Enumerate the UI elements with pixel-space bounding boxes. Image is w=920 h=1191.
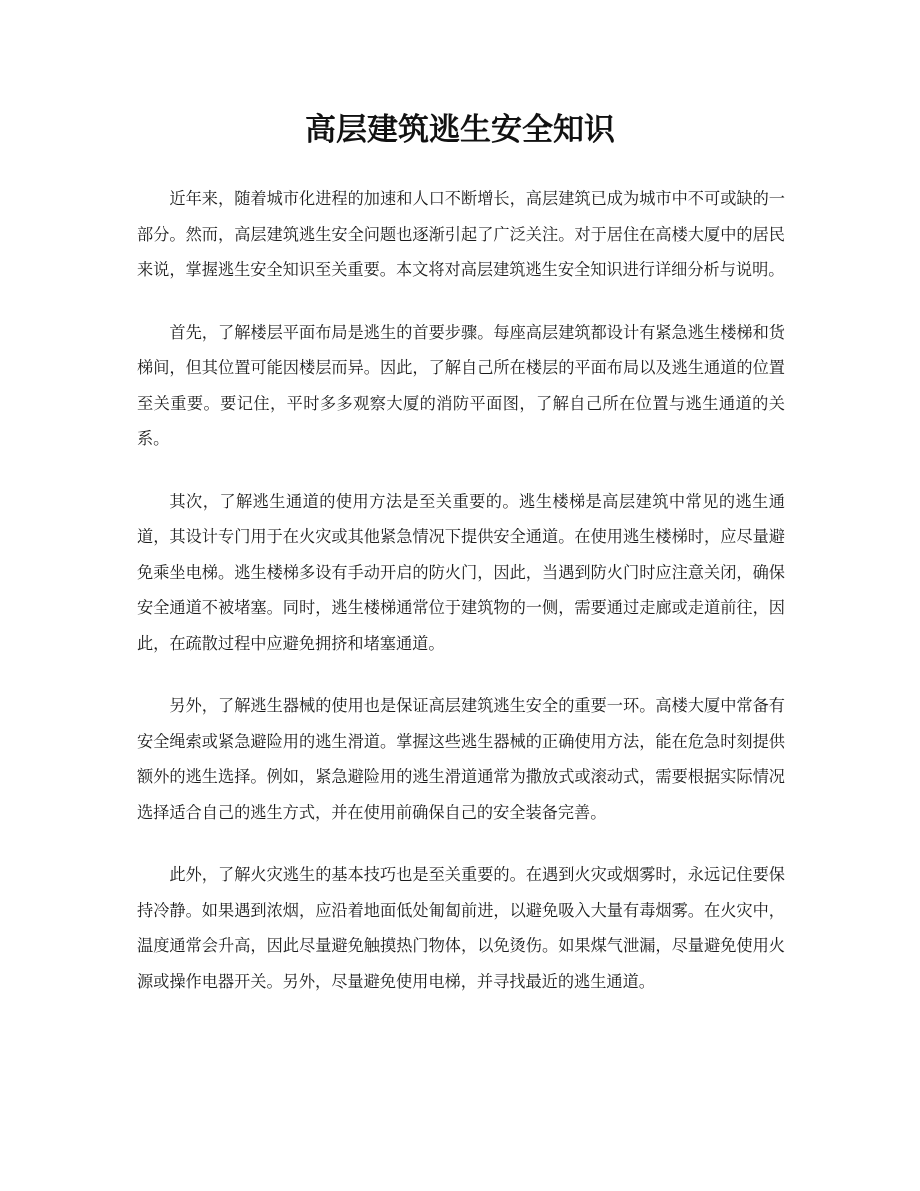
document-body [137,181,785,999]
document-title: 高层建筑逃生安全知识 [305,112,615,148]
paragraph-4: 另外，了解逃生器械的使用也是保证高层建筑逃生安全的重要一环。高楼大厦中常备有安全绳索或紧急避险用的逃生滑道。掌握这些逃生器械的正确使用方法，能在危急时刻提供额外的逃生选择。例如，紧急避险用的逃生滑道通常为撒放式或滚动式，需要根据实际情况选择适合自己的逃生方式，并在使用前确保自己的安全装备完善。 [137,696,785,822]
paragraph-3: 其次，了解逃生通道的使用方法是至关重要的。逃生楼梯是高层建筑中常见的逃生通道，其设计专门用于在火灾或其他紧急情况下提供安全通道。在使用逃生楼梯时，应尽量避免乘坐电梯。逃生楼梯多设有手动开启的防火门，因此，当遇到防火门时应注意关闭，确保安全通道不被堵塞。同时，逃生楼梯通常位于建筑物的一侧，需要通过走廊或走道前往，因此，在疏散过程中应避免拥挤和堵塞通道。 [137,491,785,653]
paragraph-1: 近年来，随着城市化进程的加速和人口不断增长，高层建筑已成为城市中不可或缺的一部分。然而，高层建筑逃生安全问题也逐渐引起了广泛关注。对于居住在高楼大厦中的居民来说，掌握逃生安全知识至关重要。本文将对高层建筑逃生安全知识进行详细分析与说明。 [137,189,785,279]
paragraph-5: 此外，了解火灾逃生的基本技巧也是至关重要的。在遇到火灾或烟雾时，永远记住要保持冷静。如果遇到浓烟，应沿着地面低处匍匐前进，以避免吸入大量有毒烟雾。在火灾中，温度通常会升高，因此尽量避免触摸热门物体，以免烫伤。如果煤气泄漏，尽量避免使用火源或操作电器开关。另外，尽量避免使用电梯，并寻找最近的逃生通道。 [137,865,785,991]
paragraph-2: 首先，了解楼层平面布局是逃生的首要步骤。每座高层建筑都设计有紧急逃生楼梯和货梯间，但其位置可能因楼层而异。因此，了解自己所在楼层的平面布局以及逃生通道的位置至关重要。要记住，平时多多观察大厦的消防平面图，了解自己所在位置与逃生通道的关系。 [137,322,785,448]
